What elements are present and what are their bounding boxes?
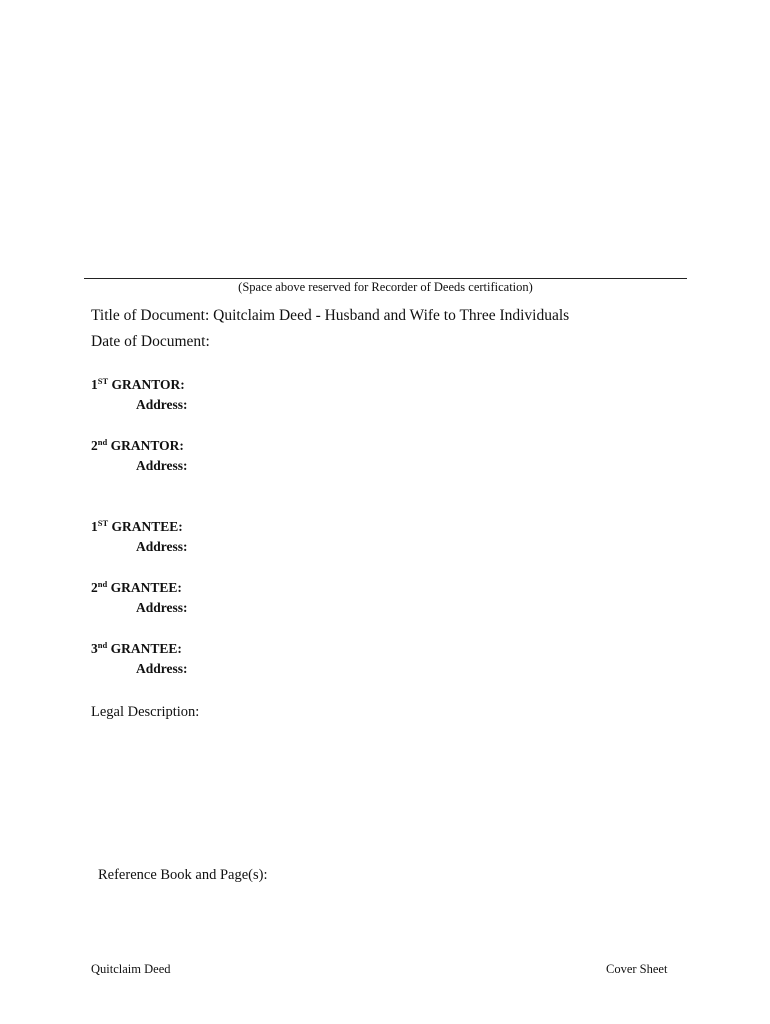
- second-grantor-label: 2nd GRANTOR:: [91, 437, 184, 453]
- document-date: Date of Document:: [91, 333, 210, 350]
- legal-description-label: Legal Description:: [91, 704, 200, 720]
- first-grantee-address-label: Address:: [136, 539, 188, 554]
- footer-sheet-name: Cover Sheet: [606, 962, 668, 976]
- first-grantor-label: 1ST GRANTOR:: [91, 376, 185, 392]
- reference-book-label: Reference Book and Page(s):: [98, 867, 268, 883]
- certification-divider: [84, 278, 687, 279]
- third-grantee-address-label: Address:: [136, 661, 188, 676]
- second-grantee-label: 2nd GRANTEE:: [91, 579, 182, 595]
- first-grantor-address-label: Address:: [136, 397, 188, 412]
- third-grantee-label: 3nd GRANTEE:: [91, 640, 182, 656]
- footer-document-name: Quitclaim Deed: [91, 962, 171, 976]
- second-grantee-address-label: Address:: [136, 600, 188, 615]
- second-grantor-address-label: Address:: [136, 458, 188, 473]
- document-title: Title of Document: Quitclaim Deed - Husband and Wife to Three Individuals: [91, 307, 570, 324]
- reserved-space-note: (Space above reserved for Recorder of Deeds certification): [238, 280, 533, 294]
- first-grantee-label: 1ST GRANTEE:: [91, 518, 183, 534]
